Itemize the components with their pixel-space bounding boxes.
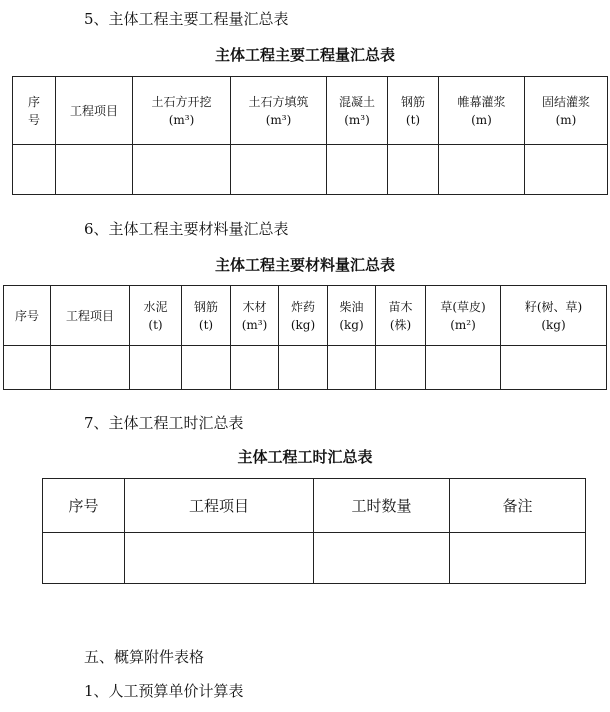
header-cell-hours: 工时数量 — [314, 479, 450, 533]
header-cell-index: 序号 — [4, 286, 51, 346]
table-cell[interactable] — [426, 346, 501, 390]
table-cell[interactable] — [125, 533, 314, 584]
table-cell[interactable] — [314, 533, 450, 584]
header-cell-remarks: 备注 — [450, 479, 586, 533]
header-cell-consolidation-grouting: 固结灌浆 (m) — [525, 77, 608, 145]
table-cell[interactable] — [231, 346, 279, 390]
table-cell[interactable] — [450, 533, 586, 584]
header-cell-turf: 草(草皮) (m²) — [426, 286, 501, 346]
section-6-table-title: 主体工程主要材料量汇总表 — [214, 256, 395, 274]
header-cell-curtain-grouting: 帷幕灌浆 (m) — [439, 77, 525, 145]
material-summary-table — [3, 285, 607, 390]
header-cell-rebar: 钢筋 (t) — [182, 286, 231, 346]
header-cell-fill: 土石方填筑 (m³) — [231, 77, 327, 145]
header-cell-seeds: 籽(树、草) (kg) — [501, 286, 607, 346]
section-6-heading: 6、主体工程主要材料量汇总表 — [84, 220, 289, 238]
table-cell[interactable] — [56, 145, 133, 195]
header-cell-cement: 水泥 (t) — [130, 286, 182, 346]
header-cell-project: 工程项目 — [51, 286, 130, 346]
section-v-1-heading: 1、人工预算单价计算表 — [84, 682, 244, 700]
section-7-heading: 7、主体工程工时汇总表 — [84, 414, 244, 432]
header-cell-index: 序 号 — [13, 77, 56, 145]
table-cell[interactable] — [279, 346, 328, 390]
table-cell[interactable] — [231, 145, 327, 195]
table-cell[interactable] — [327, 145, 388, 195]
table-cell[interactable] — [439, 145, 525, 195]
section-5-heading: 5、主体工程主要工程量汇总表 — [84, 10, 289, 28]
header-cell-index: 序号 — [43, 479, 125, 533]
header-cell-rebar: 钢筋 (t) — [388, 77, 439, 145]
table-cell[interactable] — [43, 533, 125, 584]
header-cell-concrete: 混凝土 (m³) — [327, 77, 388, 145]
table-cell[interactable] — [501, 346, 607, 390]
header-cell-diesel: 柴油 (kg) — [328, 286, 376, 346]
table-cell[interactable] — [525, 145, 608, 195]
table-header-row — [43, 479, 586, 533]
labor-hours-summary-table — [42, 478, 586, 584]
table-row — [4, 346, 607, 390]
section-5-table-title: 主体工程主要工程量汇总表 — [214, 46, 395, 64]
table-row — [43, 533, 586, 584]
header-cell-seedlings: 苗木 (株) — [376, 286, 426, 346]
table-cell[interactable] — [376, 346, 426, 390]
table-cell[interactable] — [4, 346, 51, 390]
section-v-heading: 五、概算附件表格 — [84, 648, 205, 666]
table-row — [13, 145, 608, 195]
header-cell-project: 工程项目 — [56, 77, 133, 145]
table-header-row — [13, 77, 608, 145]
table-cell[interactable] — [388, 145, 439, 195]
table-cell[interactable] — [130, 346, 182, 390]
table-cell[interactable] — [51, 346, 130, 390]
header-cell-explosive: 炸药 (kg) — [279, 286, 328, 346]
table-header-row — [4, 286, 607, 346]
header-cell-project: 工程项目 — [125, 479, 314, 533]
table-cell[interactable] — [328, 346, 376, 390]
quantity-summary-table — [12, 76, 608, 195]
header-cell-timber: 木材 (m³) — [231, 286, 279, 346]
table-cell[interactable] — [13, 145, 56, 195]
header-cell-excavation: 土石方开挖 (m³) — [133, 77, 231, 145]
table-cell[interactable] — [133, 145, 231, 195]
table-cell[interactable] — [182, 346, 231, 390]
section-7-table-title: 主体工程工时汇总表 — [237, 448, 373, 466]
